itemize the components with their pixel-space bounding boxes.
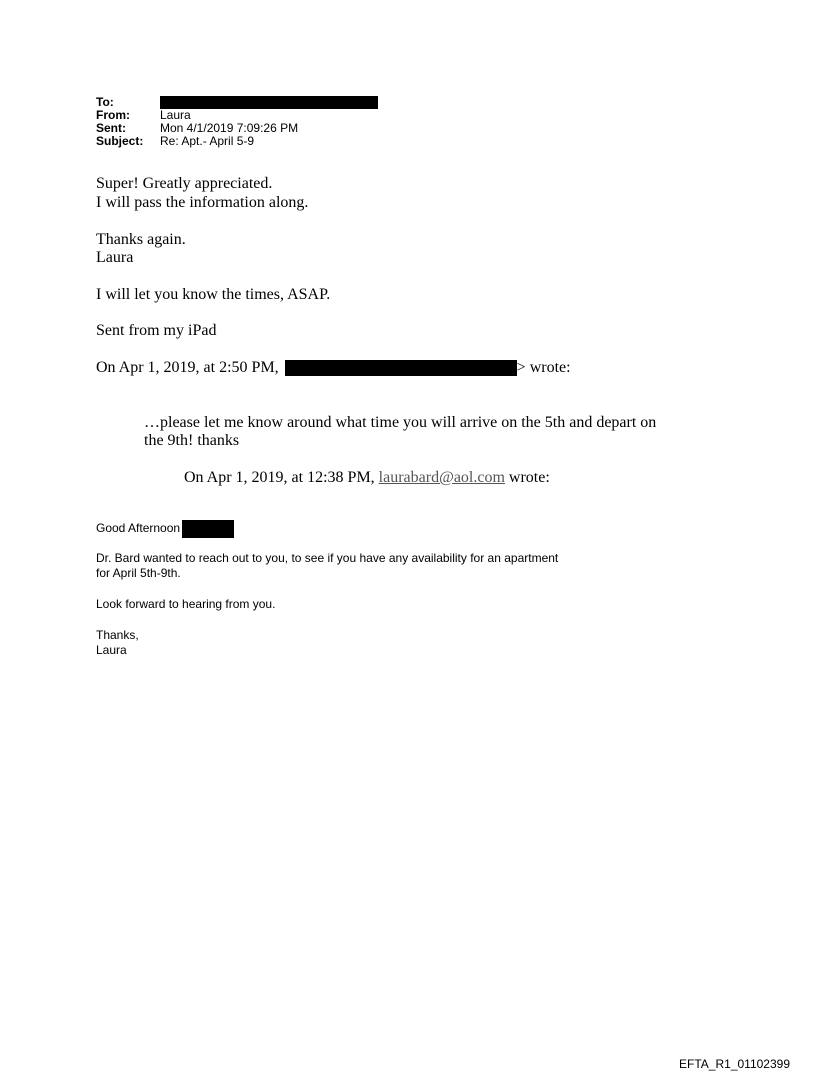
to-row: [96, 96, 378, 109]
quote1-line-2: the 9th! thanks: [144, 432, 240, 449]
reply-line-2: I will pass the information along.: [96, 194, 309, 211]
quote2-attribution: [184, 468, 550, 487]
document-id: EFTA_R1_01102399: [679, 1057, 790, 1071]
greeting-name-redaction: [182, 520, 234, 538]
quote1-attribution-prefix: On Apr 1, 2019, at 2:50 PM,: [96, 359, 279, 376]
quote2-attribution-prefix: On Apr 1, 2019, at 12:38 PM,: [184, 469, 375, 486]
original-signature: Laura: [96, 643, 127, 657]
quote1-attribution: [96, 358, 571, 377]
to-redaction: [160, 96, 378, 109]
to-label: To:: [96, 95, 114, 109]
subject-row: [96, 135, 378, 148]
from-label: From:: [96, 108, 130, 122]
sent-label: Sent:: [96, 121, 126, 135]
reply-line-1: Super! Greatly appreciated.: [96, 175, 273, 192]
greeting-text: Good Afternoon: [96, 521, 181, 536]
sent-from-line: Sent from my iPad: [96, 322, 217, 339]
subject-label: Subject:: [96, 134, 144, 148]
reply-note: I will let you know the times, ASAP.: [96, 286, 331, 303]
quote1-line-1: …please let me know around what time you will arrive on the 5th and depart on: [144, 414, 657, 431]
reply-thanks: Thanks again.: [96, 231, 186, 248]
quote1-sender-redaction: [285, 360, 517, 376]
original-thanks: Thanks,: [96, 628, 139, 642]
subject-value: Re: Apt.- April 5-9: [160, 134, 255, 148]
from-value: Laura: [160, 108, 191, 122]
greeting-line: [96, 520, 234, 538]
original-closing: Look forward to hearing from you.: [96, 597, 276, 611]
original-body-line-1: Dr. Bard wanted to reach out to you, to see if you have any availability for an apartment: [96, 551, 559, 565]
email-header: [96, 96, 378, 148]
original-body-line-2: for April 5th-9th.: [96, 566, 181, 580]
quote2-email-link[interactable]: laurabard@aol.com: [378, 469, 505, 486]
reply-signature: Laura: [96, 249, 134, 266]
quote1-attribution-suffix: > wrote:: [516, 359, 571, 376]
quote2-attribution-suffix: wrote:: [508, 469, 550, 486]
sent-value: Mon 4/1/2019 7:09:26 PM: [160, 121, 299, 135]
